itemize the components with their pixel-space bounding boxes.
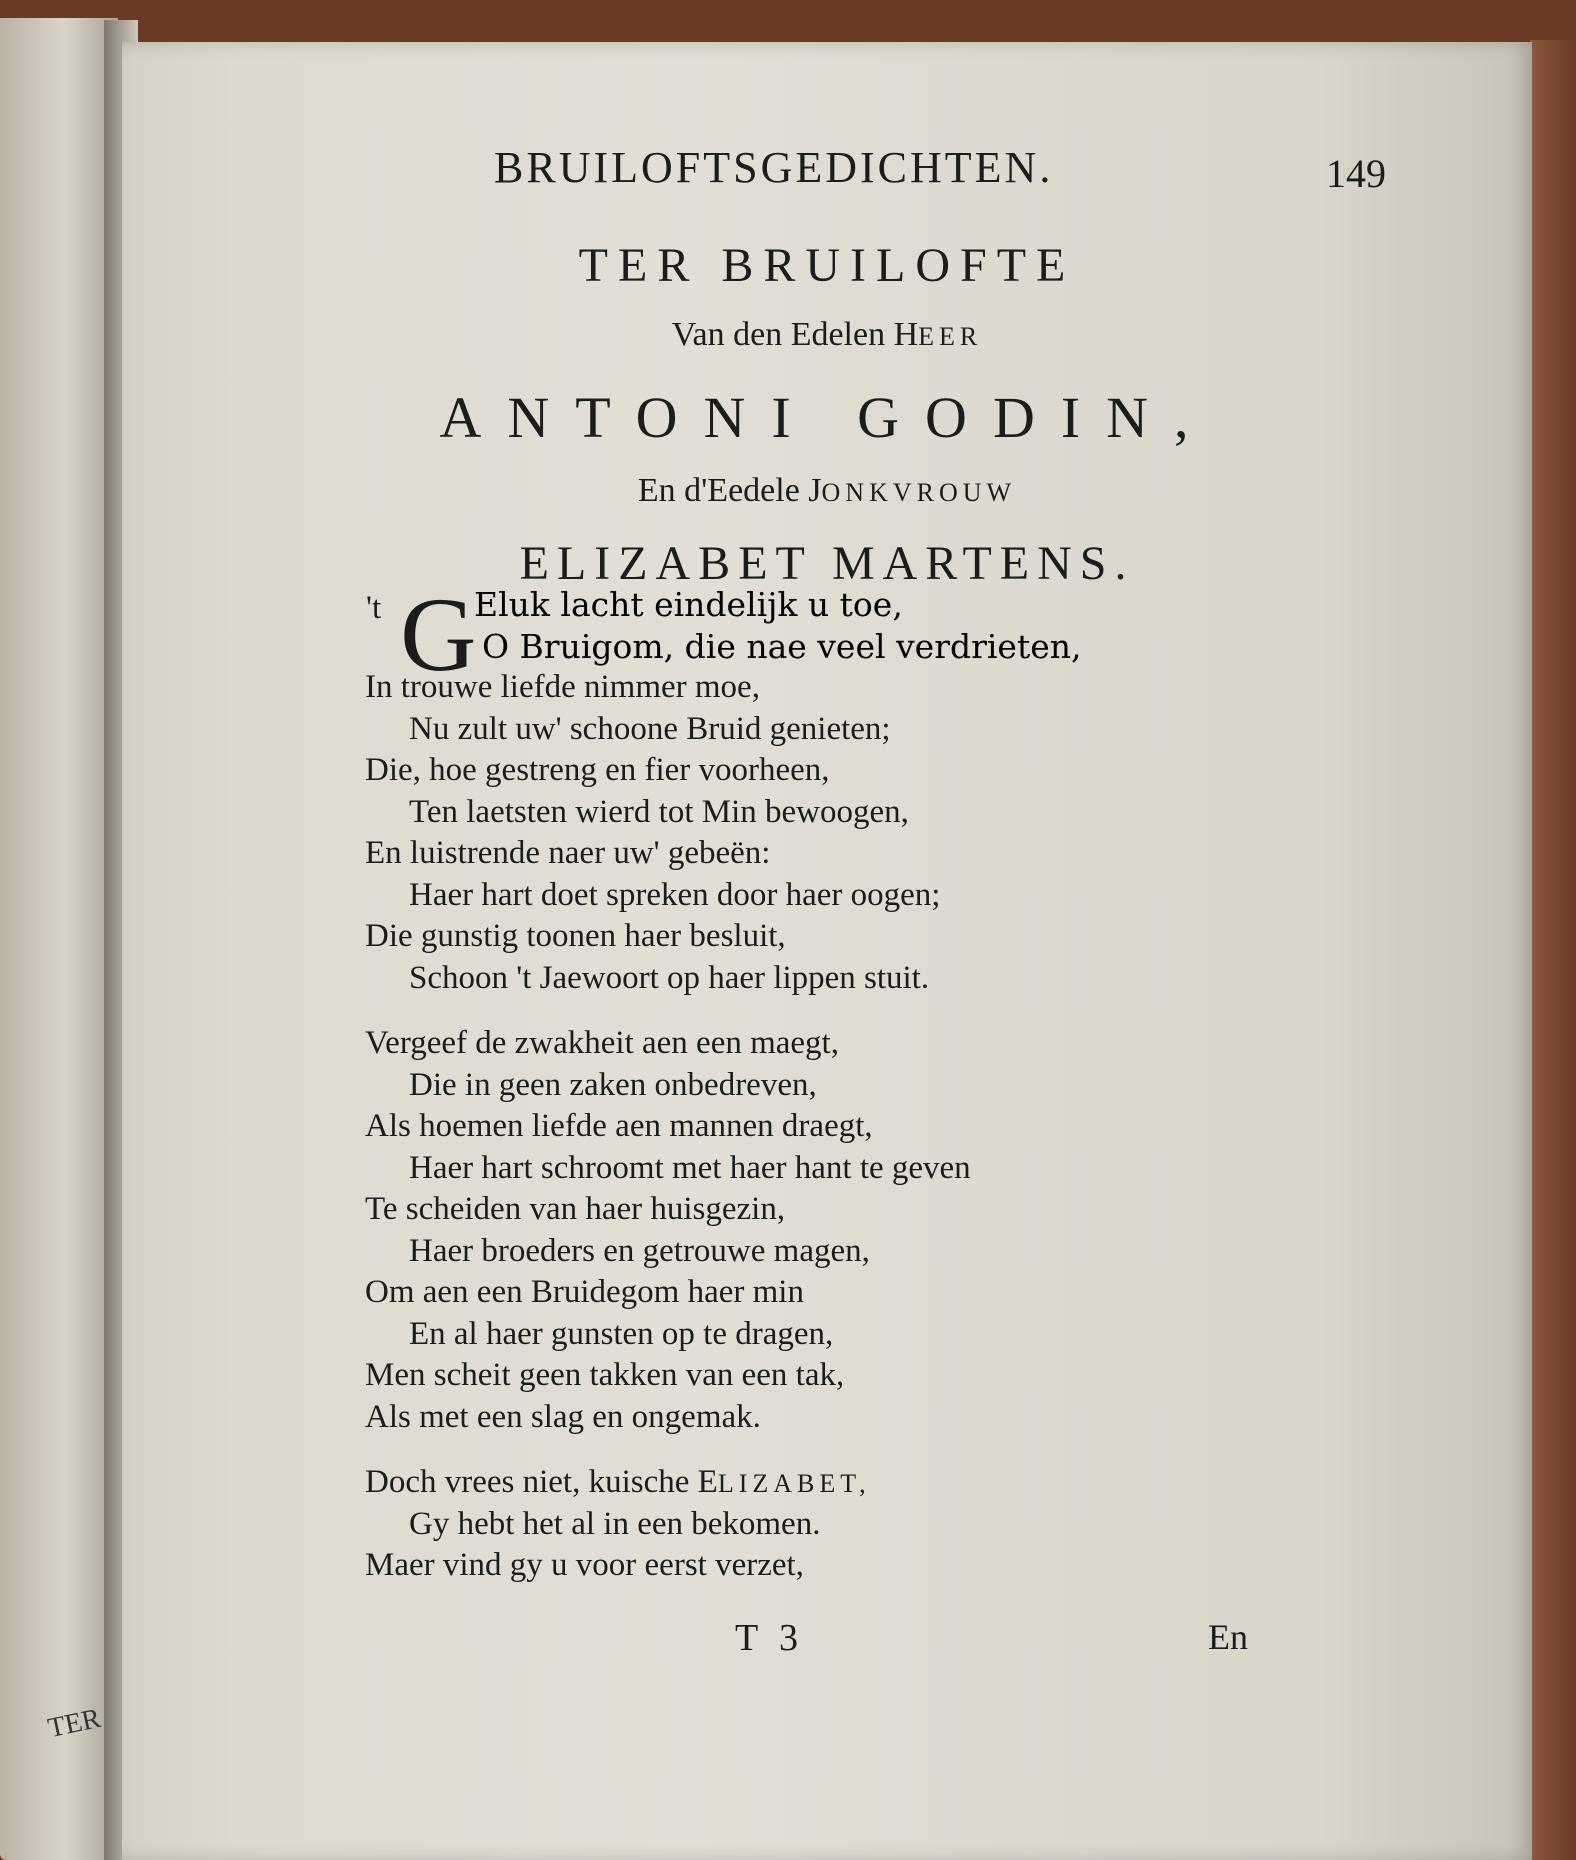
stanza-3 [365, 1462, 971, 1587]
poem-line: Haer hart schroomt met haer hant te geven [409, 1149, 971, 1186]
poem-line: Vergeef de zwakheit aen een maegt, [365, 1025, 839, 1061]
poem-body [365, 667, 971, 1611]
poem-line: In trouwe liefde nimmer moe, [365, 669, 760, 705]
poem-line: En al haer gunsten op te dragen, [409, 1315, 834, 1352]
poem-line: Eluk lacht eindelijk u toe, [474, 585, 903, 624]
title-line-4: En d'Eedele JONKVROUW [637, 472, 1017, 509]
poem-line: Als hoemen liefde aen mannen draegt, [365, 1108, 873, 1144]
drop-cap: G [400, 576, 477, 693]
left-page [0, 18, 118, 1860]
running-head: BRUILOFTSGEDICHTEN. [494, 143, 1054, 192]
poem-line: Te scheiden van haer huisgezin, [365, 1191, 786, 1227]
left-page-catchword: TER [45, 1702, 104, 1745]
title-line-2: Van den Edelen HEER [671, 316, 983, 353]
catchword: En [1208, 1617, 1248, 1657]
title-line-1: TER BRUILOFTE [578, 239, 1076, 292]
poem-first-lines [474, 584, 1082, 667]
title-bride-name: ELIZABET MARTENS. [519, 537, 1135, 590]
poem-line: Nu zult uw' schoone Bruid genieten; [409, 710, 891, 747]
stanza-1 [365, 667, 971, 999]
poem-line: Doch vrees niet, kuische ELIZABET, [365, 1464, 871, 1500]
title-groom-name: ANTONI GODIN, [439, 385, 1215, 450]
poem-line: Die, hoe gestreng en fier voorheen, [365, 752, 830, 788]
poem-line: Haer broeders en getrouwe magen, [409, 1232, 870, 1269]
poem-line: Ten laetsten wierd tot Min bewoogen, [409, 793, 909, 830]
poem-line: O Bruigom, die nae veel verdrieten, [482, 626, 1082, 666]
right-page-edge [1530, 40, 1576, 1860]
poem-line: Men scheit geen takken van een tak, [365, 1357, 845, 1393]
poem-line: En luistrende naer uw' gebeën: [365, 835, 771, 871]
poem-line: Die in geen zaken onbedreven, [409, 1066, 817, 1103]
poem-line: Maer vind gy u voor eerst verzet, [365, 1547, 804, 1583]
poem-line: Om aen een Bruidegom haer min [365, 1274, 804, 1310]
poem-line: Als met een slag en ongemak. [365, 1398, 761, 1435]
signature-mark: T 3 [735, 1617, 805, 1659]
poem-line: Haer hart doet spreken door haer oogen; [409, 876, 941, 913]
page-number: 149 [1326, 151, 1386, 196]
stanza-2 [365, 1023, 971, 1438]
poem-line: Gy hebt het al in een bekomen. [409, 1505, 821, 1542]
poem-prefix: 't [366, 590, 382, 626]
poem-line: Schoon 't Jaewoort op haer lippen stuit. [409, 959, 930, 996]
poem-line: Die gunstig toonen haer besluit, [365, 918, 786, 954]
